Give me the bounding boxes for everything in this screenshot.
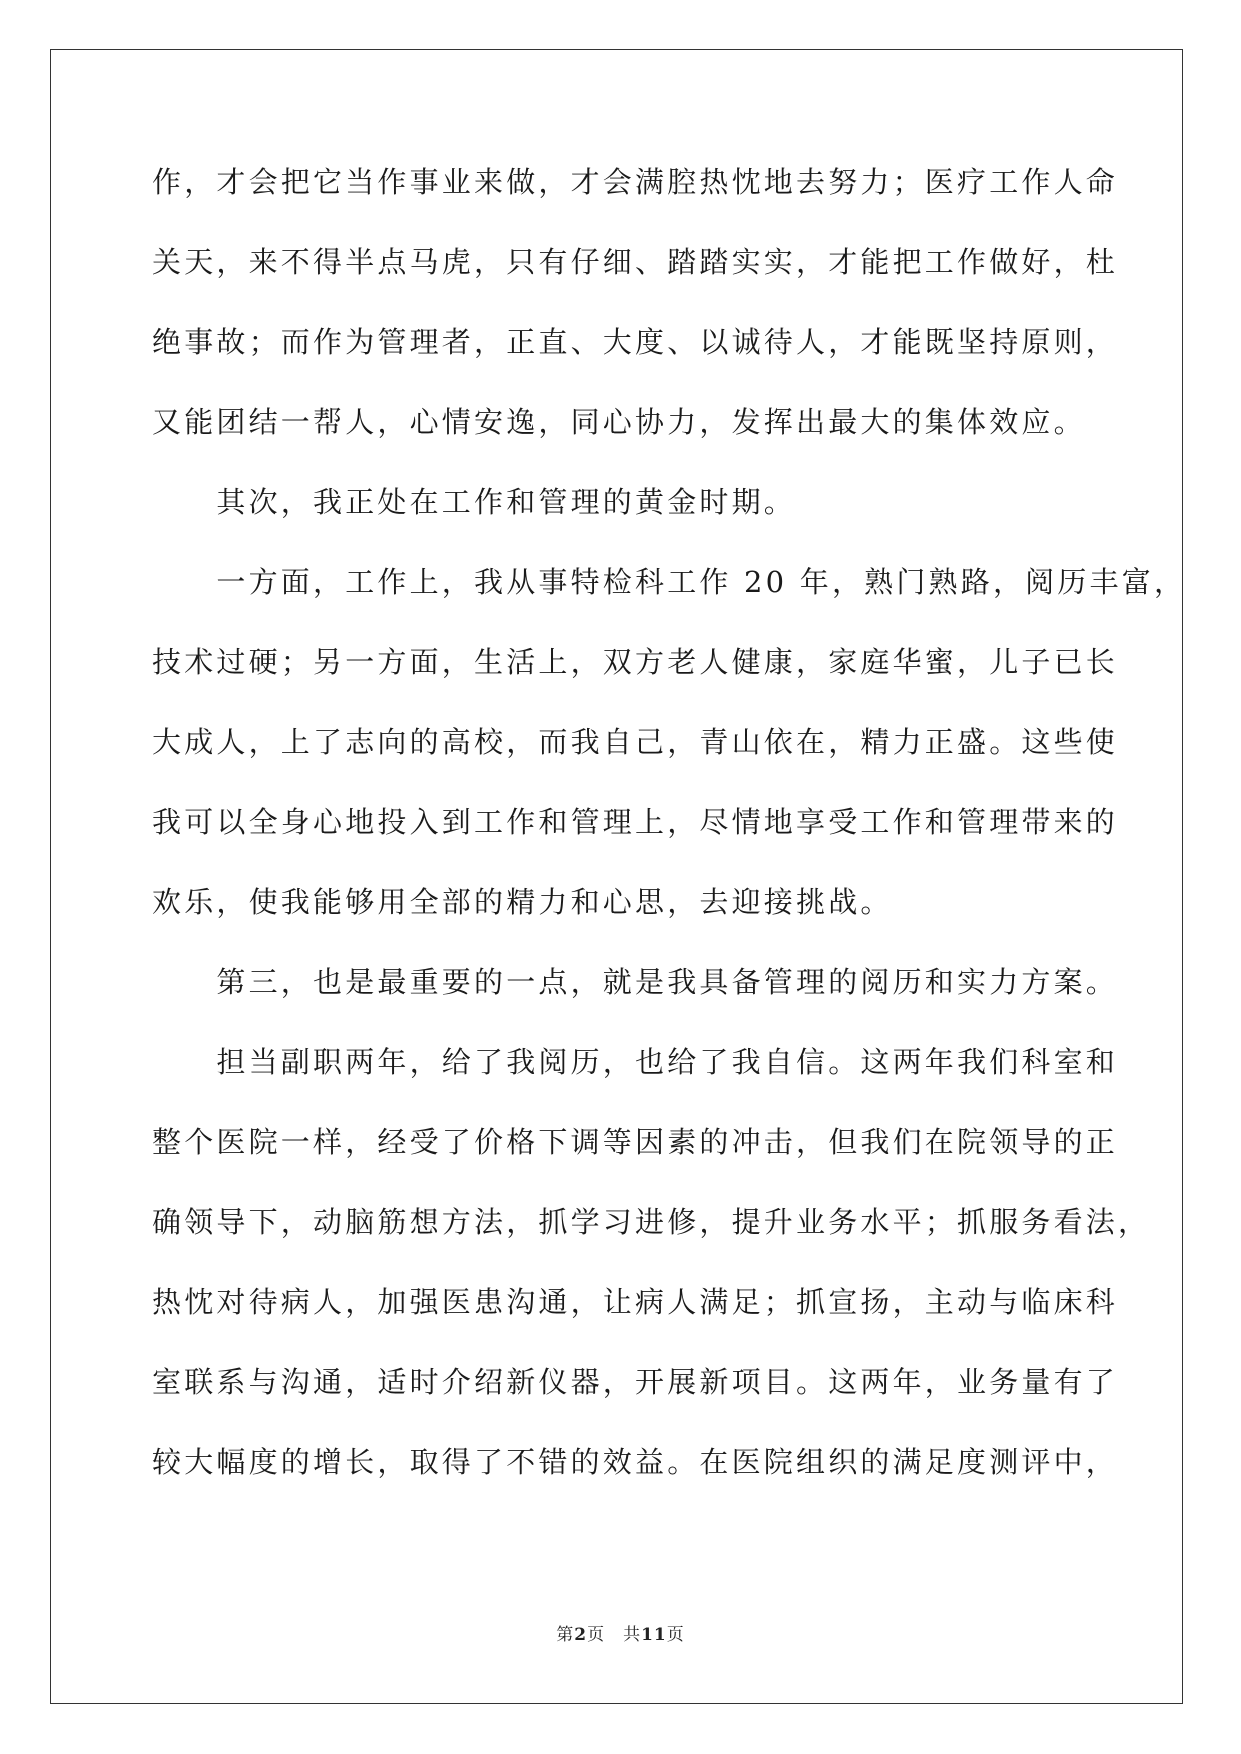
page-number: 2 — [574, 1625, 588, 1645]
total-label-prefix: 共 — [623, 1625, 642, 1645]
text-line: 室联系与沟通，适时介绍新仪器，开展新项目。这两年，业务量有了 — [152, 1365, 1119, 1399]
total-label-suffix: 页 — [666, 1625, 685, 1645]
page-label-prefix: 第 — [556, 1625, 575, 1645]
text-line: 担当副职两年，给了我阅历，也给了我自信。这两年我们科室和 — [152, 1045, 1119, 1079]
text-line: 一方面，工作上，我从事特检科工作 20 年，熟门熟路，阅历丰富， — [152, 565, 1187, 599]
text-line: 我可以全身心地投入到工作和管理上，尽情地享受工作和管理带来的 — [152, 805, 1119, 839]
text-line: 较大幅度的增长，取得了不错的效益。在医院组织的满足度测评中， — [152, 1445, 1119, 1479]
text-line: 关天，来不得半点马虎，只有仔细、踏踏实实，才能把工作做好，杜 — [152, 245, 1119, 279]
text-line: 第三，也是最重要的一点，就是我具备管理的阅历和实力方案。 — [152, 965, 1119, 999]
page-total: 11 — [641, 1625, 667, 1645]
text-line: 热忱对待病人，加强医患沟通，让病人满足；抓宣扬，主动与临床科 — [152, 1285, 1119, 1319]
page-label-suffix: 页 — [587, 1625, 606, 1645]
document-body — [152, 158, 1187, 1518]
text-line: 整个医院一样，经受了价格下调等因素的冲击，但我们在院领导的正 — [152, 1125, 1119, 1159]
text-line: 其次，我正处在工作和管理的黄金时期。 — [152, 485, 797, 519]
text-line: 作，才会把它当作事业来做，才会满腔热忱地去努力；医疗工作人命 — [152, 165, 1119, 199]
text-line: 欢乐，使我能够用全部的精力和心思，去迎接挑战。 — [152, 885, 893, 919]
page-footer — [0, 1620, 1241, 1645]
text-line: 大成人，上了志向的高校，而我自己，青山依在，精力正盛。这些使 — [152, 725, 1119, 759]
text-line: 确领导下，动脑筋想方法，抓学习进修，提升业务水平；抓服务看法， — [152, 1205, 1151, 1239]
text-line: 又能团结一帮人，心情安逸，同心协力，发挥出最大的集体效应。 — [152, 405, 1086, 439]
text-line: 绝事故；而作为管理者，正直、大度、以诚待人，才能既坚持原则， — [152, 325, 1119, 359]
text-line: 技术过硬；另一方面，生活上，双方老人健康，家庭华蜜，儿子已长 — [152, 645, 1119, 679]
